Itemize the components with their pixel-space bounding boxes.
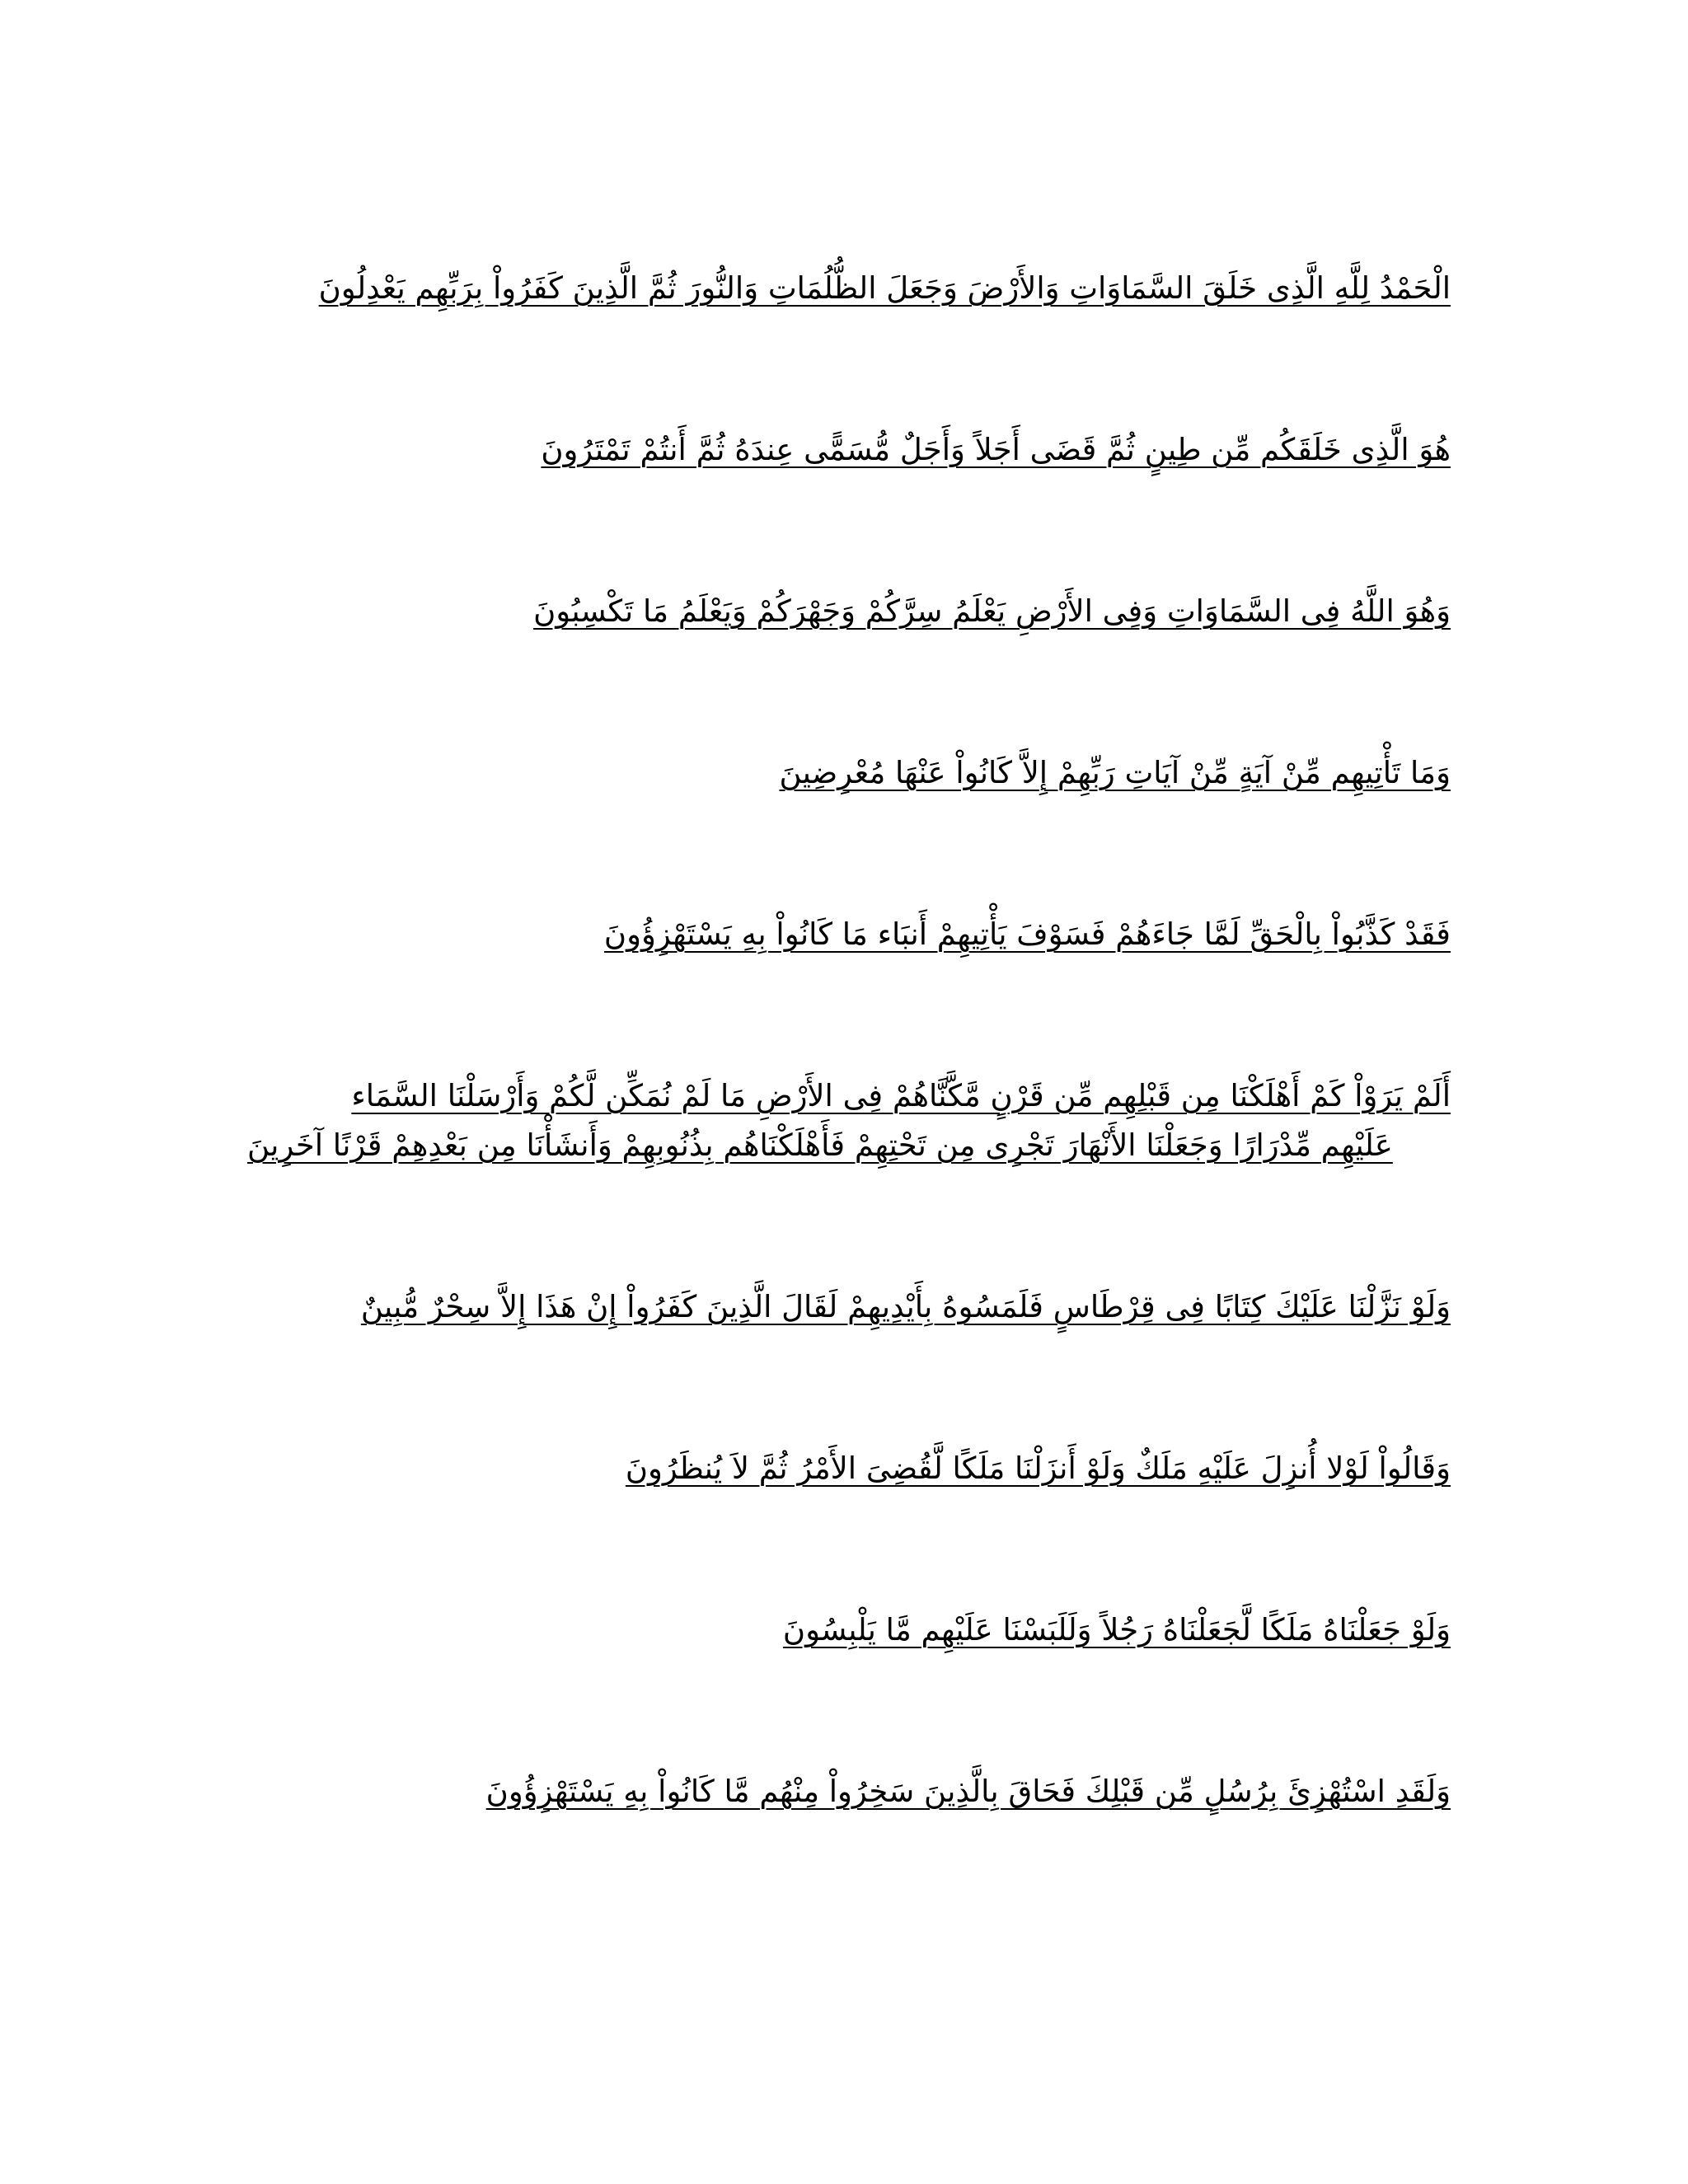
- verse-1: [247, 264, 1451, 313]
- verse-6: [247, 1071, 1451, 1170]
- verse-line: وَلَوْ جَعَلْنَاهُ مَلَكًا لَّجَعَلْنَاهُ رَجُلاً وَلَلَبَسْنَا عَلَيْهِم مَّا يَلْبِسُونَ: [782, 1612, 1451, 1647]
- verse-line: وَهُوَ اللَّهُ فِى السَّمَاوَاتِ وَفِى الأَرْضِ يَعْلَمُ سِرَّكُمْ وَجَهْرَكُمْ وَيَعْلَمُ مَا تَكْسِبُونَ: [533, 593, 1451, 629]
- verse-line: الْحَمْدُ لِلَّهِ الَّذِى خَلَقَ السَّمَاوَاتِ وَالأَرْضَ وَجَعَلَ الظُّلُمَاتِ وَالنُّورَ ثُمَّ الَّذِينَ كَفَرُواْ بِرَبِّهِم يَعْدِلُونَ: [318, 270, 1451, 306]
- verse-line: وَلَقَدِ اسْتُهْزِئَ بِرُسُلٍ مِّن قَبْلِكَ فَحَاقَ بِالَّذِينَ سَخِرُواْ مِنْهُم مَّا كَانُواْ بِهِ يَسْتَهْزِؤُونَ: [485, 1774, 1451, 1809]
- verse-line: عَلَيْهِم مِّدْرَارًا وَجَعَلْنَا الأَنْهَارَ تَجْرِى مِن تَحْتِهِمْ فَأَهْلَكْنَاهُم بِذُنُوبِهِمْ وَأَنشَأْنَا مِن بَعْدِهِمْ قَرْنًا آخَرِينَ: [247, 1127, 1393, 1163]
- verse-line: فَقَدْ كَذَّبُواْ بِالْحَقِّ لَمَّا جَاءَهُمْ فَسَوْفَ يَأْتِيهِمْ أَنبَاء مَا كَانُواْ بِهِ يَسْتَهْزِؤُونَ: [603, 916, 1451, 952]
- verse-6-continuation: [247, 1121, 1451, 1170]
- verse-3: [247, 587, 1451, 636]
- verse-line: وَقَالُواْ لَوْلا أُنزِلَ عَلَيْهِ مَلَكٌ وَلَوْ أَنزَلْنَا مَلَكًا لَّقُضِىَ الأَمْرُ ثُمَّ لاَ يُنظَرُونَ: [625, 1451, 1451, 1486]
- verse-line: أَلَمْ يَرَوْاْ كَمْ أَهْلَكْنَا مِن قَبْلِهِم مِّن قَرْنٍ مَّكَّنَّاهُمْ فِى الأَرْضِ مَا لَمْ نُمَكِّن لَّكُمْ وَأَرْسَلْنَا السَّمَاء: [351, 1078, 1451, 1113]
- verse-line: وَلَوْ نَزَّلْنَا عَلَيْكَ كِتَابًا فِى قِرْطَاسٍ فَلَمَسُوهُ بِأَيْدِيهِمْ لَقَالَ الَّذِينَ كَفَرُواْ إِنْ هَذَا إِلاَّ سِحْرٌ مُّبِينٌ: [360, 1289, 1451, 1324]
- verse-list: [247, 264, 1451, 1929]
- verse-7: [247, 1282, 1451, 1332]
- verse-5: [247, 910, 1451, 959]
- verse-8: [247, 1444, 1451, 1493]
- verse-line: وَمَا تَأْتِيهِم مِّنْ آيَةٍ مِّنْ آيَاتِ رَبِّهِمْ إِلاَّ كَانُواْ عَنْهَا مُعْرِضِينَ: [779, 755, 1451, 790]
- verse-2: [247, 425, 1451, 475]
- verse-10: [247, 1767, 1451, 1816]
- verse-line: هُوَ الَّذِى خَلَقَكُم مِّن طِينٍ ثُمَّ قَضَى أَجَلاً وَأَجَلٌ مُّسَمًّى عِندَهُ ثُمَّ أَنتُمْ تَمْتَرُونَ: [541, 432, 1451, 467]
- verse-9: [247, 1605, 1451, 1655]
- verse-4: [247, 748, 1451, 798]
